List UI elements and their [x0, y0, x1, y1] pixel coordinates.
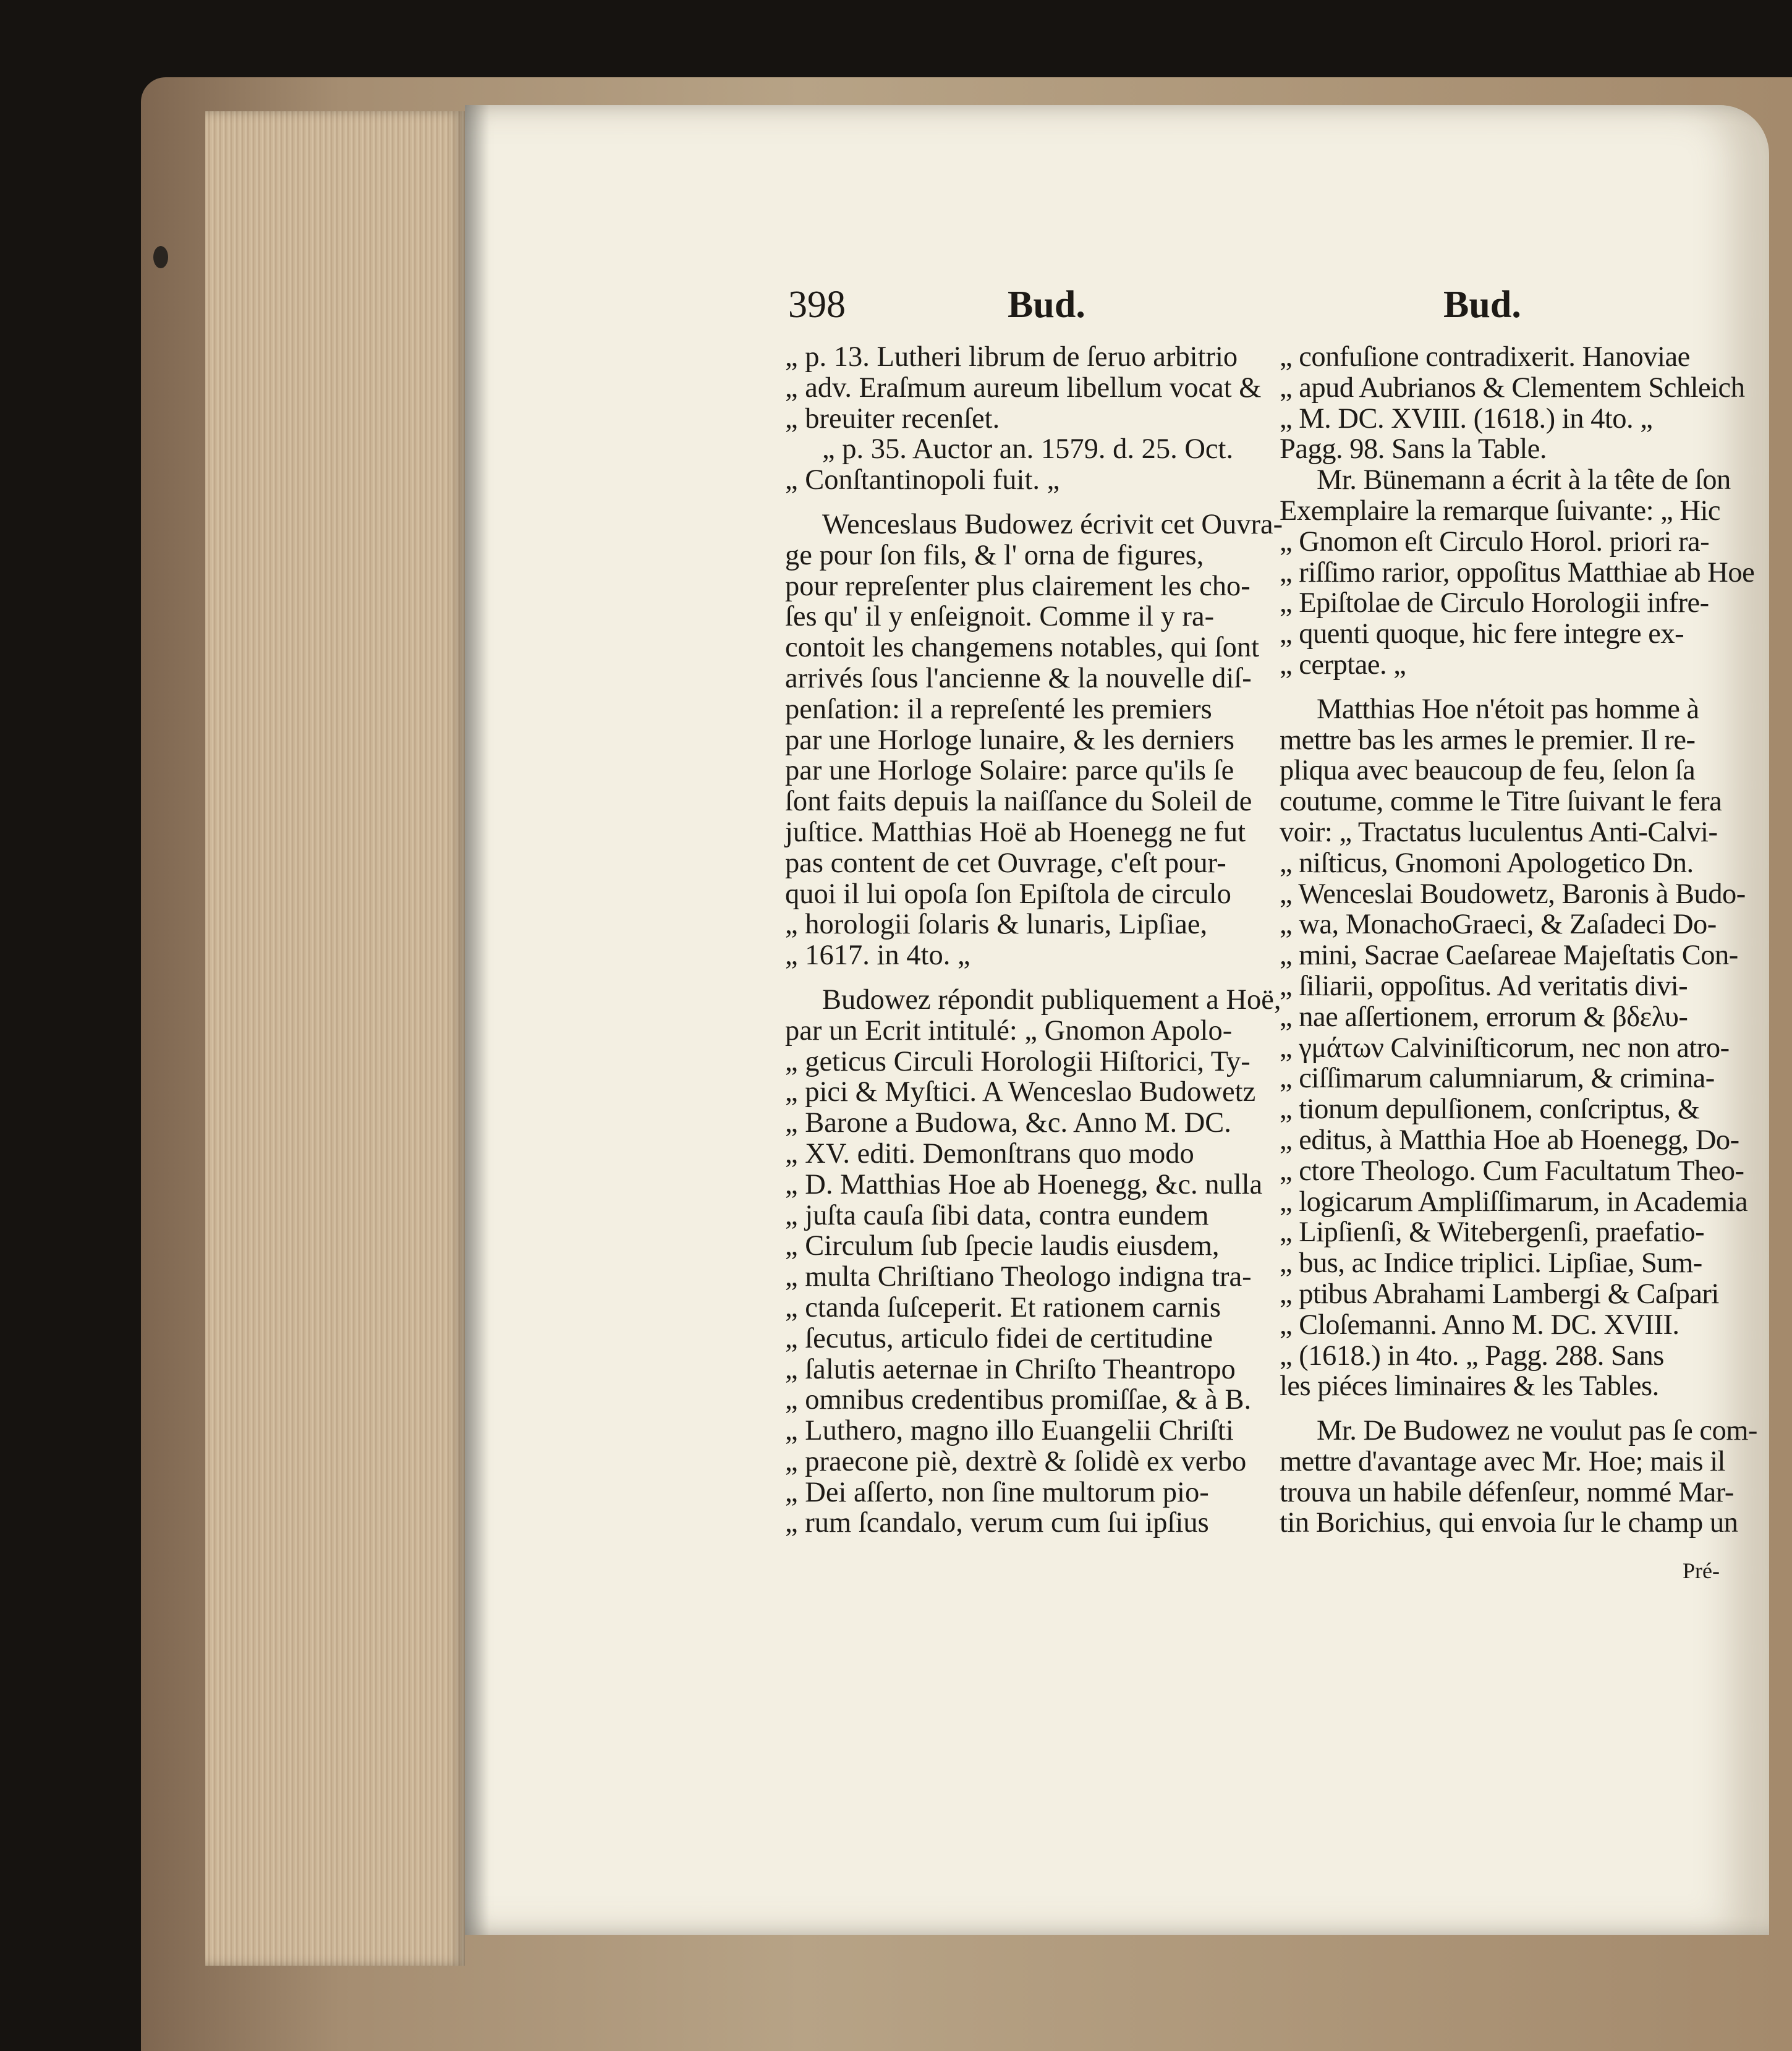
text-line: „ ſiliarii, oppoſitus. Ad veritatis divi- — [1280, 970, 1688, 1002]
text-line: „ ciſſimarum calumniarum, & crimina- — [1280, 1063, 1715, 1095]
text-line: juſtice. Matthias Hoë ab Hoenegg ne fut — [785, 816, 1246, 848]
text-line: „ omnibus credentibus promiſſae, & à B. — [785, 1384, 1252, 1416]
text-line: „ quenti quoque, hic fere integre ex- — [1280, 618, 1684, 650]
page-edges — [205, 111, 465, 1966]
text-line: ſont faits depuis la naiſſance du Soleil de — [785, 786, 1252, 818]
text-line: Exemplaire la remarque ſuivante: „ Hic — [1280, 495, 1721, 527]
right-text-column — [1280, 341, 1757, 1539]
text-line: „ riſſimo rarior, oppoſitus Matthiae ab Hoe — [1280, 556, 1755, 588]
gutter-shadow — [465, 105, 490, 1935]
text-line: „ D. Matthias Hoe ab Hoenegg, &c. nulla — [785, 1168, 1263, 1200]
catchword: Pré- — [1683, 1558, 1720, 1583]
text-line: Mr. Bünemann a écrit à la tête de ſon — [1317, 464, 1731, 496]
text-line: „ p. 13. Lutheri librum de ſeruo arbitrio — [785, 341, 1238, 373]
text-line: par une Horloge Solaire: parce qu'ils ſe — [785, 755, 1234, 787]
running-head-left: Bud. — [1008, 284, 1085, 326]
text-line: „ horologii ſolaris & lunaris, Lipſiae, — [785, 909, 1208, 941]
text-line: trouva un habile défenſeur, nommé Mar- — [1280, 1476, 1734, 1508]
text-line: pliqua avec beaucoup de feu, ſelon ſa — [1280, 755, 1696, 787]
text-line: „ ptibus Abrahami Lambergi & Caſpari — [1280, 1278, 1719, 1310]
text-line: les piéces liminaires & les Tables. — [1280, 1370, 1659, 1403]
text-line: „ mini, Sacrae Caeſareae Majeſtatis Con- — [1280, 940, 1738, 972]
text-line: „ Conſtantinopoli fuit. „ — [785, 464, 1060, 496]
text-line: „ praecone piè, dextrè & ſolidè ex verbo — [785, 1445, 1247, 1477]
text-line: quoi il lui opoſa ſon Epiſtola de circulo — [785, 878, 1231, 910]
text-line: par une Horloge lunaire, & les derniers — [785, 724, 1234, 756]
text-line: „ (1618.) in 4to. „ Pagg. 288. Sans — [1280, 1340, 1664, 1372]
text-line: „ Circulum ſub ſpecie laudis eiusdem, — [785, 1230, 1220, 1262]
text-line: coutume, comme le Titre ſuivant le fera — [1280, 786, 1722, 818]
text-line: „ breuiter recenſet. — [785, 402, 1000, 435]
text-line: „ ctanda ſuſceperit. Et rationem carnis — [785, 1291, 1221, 1323]
text-line: Mr. De Budowez ne voulut pas ſe com- — [1317, 1415, 1757, 1447]
text-line: arrivés ſous l'ancienne & la nouvelle diſ- — [785, 662, 1252, 694]
text-line: „ Dei aſſerto, non ſine multorum pio- — [785, 1476, 1209, 1508]
text-line: „ Cloſemanni. Anno M. DC. XVIII. — [1280, 1309, 1679, 1341]
text-line: „ pici & Myſtici. A Wenceslao Budowetz — [785, 1076, 1256, 1108]
text-line: pour repreſenter plus clairement les cho- — [785, 570, 1251, 602]
text-line: „ 1617. in 4to. „ — [785, 940, 970, 972]
text-line: „ ſalutis aeternae in Chriſto Theantropo — [785, 1353, 1236, 1385]
text-line: Pagg. 98. Sans la Table. — [1280, 433, 1547, 465]
text-line: „ cerptae. „ — [1280, 648, 1406, 681]
text-line: „ adv. Eraſmum aureum libellum vocat & — [785, 372, 1262, 404]
text-line: „ ſecutus, articulo fidei de certitudine — [785, 1322, 1213, 1354]
text-line: ge pour ſon fils, & l' orna de figures, — [785, 539, 1204, 571]
text-line: „ niſticus, Gnomoni Apologetico Dn. — [1280, 847, 1694, 879]
text-line: „ apud Aubrianos & Clementem Schleich — [1280, 372, 1745, 404]
text-line: „ editus, à Matthia Hoe ab Hoenegg, Do- — [1280, 1124, 1739, 1156]
text-line: „ Luthero, magno illo Euangelii Chriſti — [785, 1415, 1234, 1447]
running-head-right: Bud. — [1443, 284, 1521, 326]
text-line: „ nae aſſertionem, errorum & βδελυ- — [1280, 1001, 1688, 1033]
text-line: mettre bas les armes le premier. Il re- — [1280, 724, 1696, 756]
text-line: „ XV. editi. Demonſtrans quo modo — [785, 1137, 1194, 1170]
text-line: „ ctore Theologo. Cum Facultatum Theo- — [1280, 1155, 1744, 1187]
text-line: „ wa, MonachoGraeci, & Zaſadeci Do- — [1280, 909, 1717, 941]
text-line: ſes qu' il y enſeignoit. Comme il y ra- — [785, 601, 1215, 633]
text-line: „ M. DC. XVIII. (1618.) in 4to. „ — [1280, 402, 1653, 435]
text-line: pas content de cet Ouvrage, c'eſt pour- — [785, 847, 1226, 879]
text-line: „ geticus Circuli Horologii Hiſtorici, Ty- — [785, 1045, 1251, 1077]
page-number: 398 — [788, 284, 846, 326]
text-line: „ bus, ac Indice triplici. Lipſiae, Sum- — [1280, 1247, 1702, 1280]
text-line: „ rum ſcandalo, verum cum ſui ipſius — [785, 1507, 1209, 1539]
text-line: „ confuſione contradixerit. Hanoviae — [1280, 341, 1690, 373]
text-line: „ Barone a Budowa, &c. Anno M. DC. — [785, 1107, 1231, 1139]
text-line: „ γμάτων Calviniſticorum, nec non atro- — [1280, 1032, 1730, 1064]
text-line: „ Lipſienſi, & Witebergenſi, praefatio- — [1280, 1217, 1705, 1249]
text-line: Wenceslaus Budowez écrivit cet Ouvra- — [822, 508, 1283, 540]
text-line: penſation: il a repreſenté les premiers — [785, 693, 1212, 725]
text-line: voir: „ Tractatus luculentus Anti-Calvi- — [1280, 816, 1718, 848]
text-line: Budowez répondit publiquement a Hoë, — [822, 983, 1281, 1016]
text-line: tin Borichius, qui envoia ſur le champ un — [1280, 1507, 1738, 1539]
text-line: contoit les changemens notables, qui ſont — [785, 632, 1260, 664]
text-line: „ juſta cauſa ſibi data, contra eundem — [785, 1199, 1209, 1231]
text-line: „ logicarum Ampliſſimarum, in Academia — [1280, 1186, 1748, 1218]
text-line: „ tionum depulſionem, conſcriptus, & — [1280, 1093, 1700, 1126]
cover-hole — [153, 246, 168, 268]
text-line: „ Gnomon eſt Circulo Horol. priori ra- — [1280, 525, 1710, 558]
text-line: par un Ecrit intitulé: „ Gnomon Apolo- — [785, 1014, 1233, 1047]
text-line: „ Wenceslai Boudowetz, Baronis à Budo- — [1280, 878, 1746, 910]
text-line: „ multa Chriſtiano Theologo indigna tra- — [785, 1261, 1252, 1293]
left-text-column — [785, 341, 1283, 1539]
text-line: „ p. 35. Auctor an. 1579. d. 25. Oct. — [822, 433, 1234, 465]
text-line: Matthias Hoe n'étoit pas homme à — [1317, 693, 1699, 725]
text-line: mettre d'avantage avec Mr. Hoe; mais il — [1280, 1445, 1725, 1477]
text-line: „ Epiſtolae de Circulo Horologii infre- — [1280, 587, 1709, 619]
